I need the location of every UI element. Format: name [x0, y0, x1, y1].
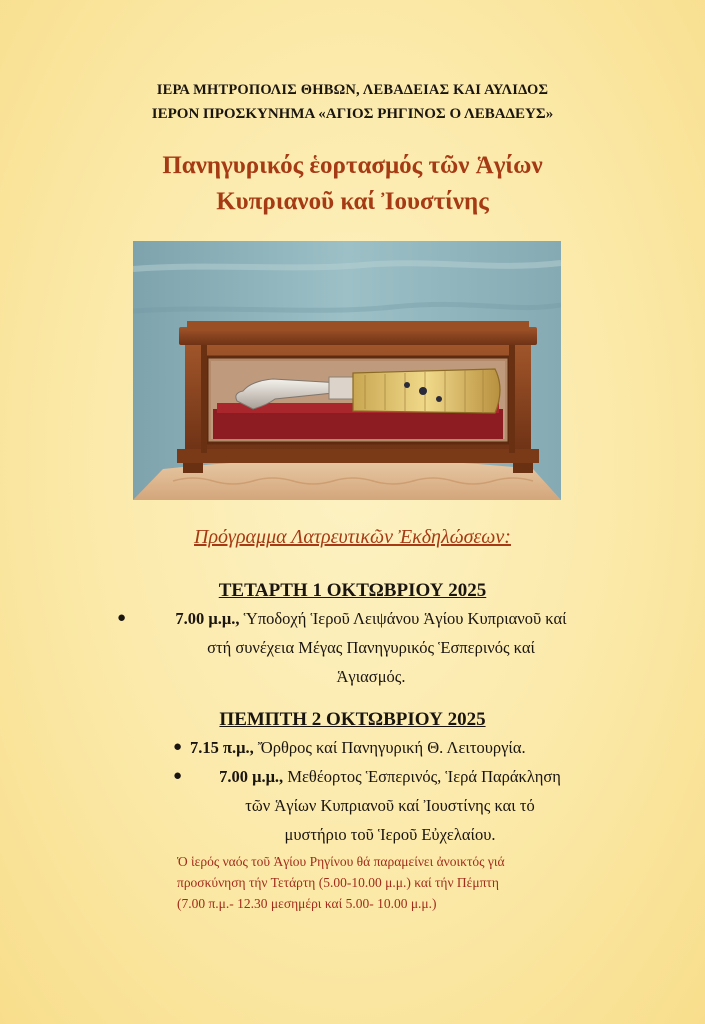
item-time: 7.00 μ.μ.,	[219, 767, 284, 786]
header-line-1: ΙΕΡΑ ΜΗΤΡΟΠΟΛΙΣ ΘΗΒΩΝ, ΛΕΒΑΔΕΙΑΣ ΚΑΙ ΑΥΛΙΔΟΣ	[156, 82, 549, 98]
bullet-icon: ●	[173, 768, 183, 784]
day-2-item-1	[190, 733, 590, 762]
item-time: 7.00 μ.μ.,	[175, 609, 240, 628]
item-line	[190, 733, 590, 762]
item-line: στή συνέχεια Μέγας Πανηγυρικός Ἑσπερινός καί	[207, 638, 535, 657]
note-line: Ὁ ἱερός ναός τοῦ Ἁγίου Ρηγίνου θά παραμείνει ἀνοικτός γιά	[177, 854, 505, 869]
day-1-heading: ΤΕΤΑΡΤΗ 1 ΟΚΤΩΒΡΙΟΥ 2025	[218, 580, 487, 601]
item-line: μυστήριο τοῦ Ἱεροῦ Εὐχελαίου.	[284, 825, 496, 844]
visiting-hours-note	[177, 851, 647, 914]
page-title	[0, 148, 705, 220]
note-line: (7.00 π.μ.- 12.30 μεσημέρι καί 5.00- 10.00 μ.μ.)	[177, 896, 437, 911]
item-time: 7.15 π.μ.,	[190, 738, 254, 757]
title-line-2: Κυπριανοῦ καί Ἰουστίνης	[216, 188, 489, 215]
program-heading: Πρόγραμμα Λατρευτικῶν Ἐκδηλώσεων:	[194, 526, 511, 548]
header-line-2: ΙΕΡΟΝ ΠΡΟΣΚΥΝΗΜΑ «ΑΓΙΟΣ ΡΗΓΙΝΟΣ Ο ΛΕΒΑΔΕΥΣ»	[151, 106, 554, 122]
reliquary-photo	[133, 241, 561, 500]
item-text: Ὄρθρος καί Πανηγυρική Θ. Λειτουργία.	[257, 738, 526, 757]
item-line	[180, 762, 600, 791]
item-line: Ἁγιασμός.	[336, 667, 406, 686]
item-line	[136, 604, 606, 633]
title-line-1: Πανηγυρικός ἑορτασμός τῶν Ἁγίων	[162, 152, 543, 179]
day-1-item-1	[136, 604, 606, 691]
day-2-heading: ΠΕΜΠΤΗ 2 ΟΚΤΩΒΡΙΟΥ 2025	[219, 709, 486, 730]
reliquary-illustration	[133, 241, 561, 500]
bullet-icon: ●	[173, 739, 183, 755]
item-line: τῶν Ἁγίων Κυπριανοῦ καί Ἰουστίνης και τό	[245, 796, 535, 815]
item-text: Ὑποδοχή Ἱεροῦ Λειψάνου Ἁγίου Κυπριανοῦ καί	[243, 609, 567, 628]
bullet-icon: ●	[117, 610, 127, 626]
day-2-item-2	[180, 762, 600, 849]
note-line: προσκύνηση τήν Τετάρτη (5.00-10.00 μ.μ.) καί τήν Πέμπτη	[177, 875, 499, 890]
item-text: Μεθέορτος Ἑσπερινός, Ἱερά Παράκληση	[287, 767, 561, 786]
